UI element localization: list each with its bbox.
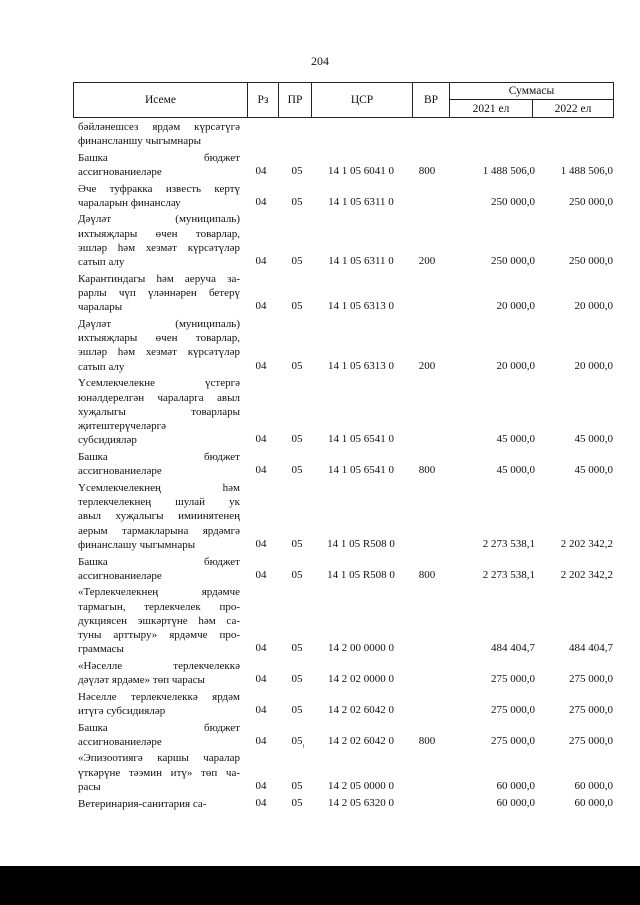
- row-name: [78, 585, 240, 656]
- row-name: [78, 450, 240, 479]
- row-name-line: Үсемлекчелекне үстергә: [78, 377, 240, 390]
- cell-pr: 05: [291, 779, 303, 792]
- header-2022: 2022 ел: [532, 99, 614, 118]
- row-name-line: юнәлдерелгән чараларга авыл: [78, 391, 240, 404]
- cell-sum-2022: 250 000,0: [569, 255, 613, 268]
- cell-pr: 05: [291, 195, 303, 208]
- table-row: [0, 585, 640, 657]
- cell-sum-2021: 45 000,0: [496, 433, 535, 446]
- cell-rz: 04: [255, 537, 267, 550]
- row-name-line: Дәүләт (муниципаль): [78, 317, 240, 330]
- cell-sum-2021: 20 000,0: [496, 300, 535, 313]
- cell-rz: 04: [255, 779, 267, 792]
- row-name-line: «Терлекчелекнең ярдәмче: [78, 586, 240, 599]
- row-name: [78, 659, 240, 688]
- cell-sum-2021: 60 000,0: [496, 779, 535, 792]
- cell-rz: 04: [255, 673, 267, 686]
- cell-rz: 04: [255, 796, 267, 809]
- row-name: [78, 317, 240, 374]
- row-name-line: эшләр һәм хезмәт күрсәтүләр: [78, 241, 240, 254]
- row-name-line: ассигнованиеләре: [78, 166, 162, 179]
- cell-sum-2022: 275 000,0: [569, 704, 613, 717]
- row-name: [78, 690, 240, 719]
- cell-sum-2022: 275 000,0: [569, 673, 613, 686]
- cell-pr: 05: [291, 642, 303, 655]
- row-name-line: Ветеринария-санитария са-: [78, 797, 207, 810]
- row-name-line: җитештерүчеләргә: [78, 420, 167, 433]
- cell-vr: 200: [418, 255, 436, 268]
- cell-pr: 05: [291, 255, 303, 268]
- cell-vr: 800: [418, 464, 436, 477]
- row-name: [78, 376, 240, 447]
- table-header: [73, 82, 614, 118]
- cell-csr: 14 1 05 6313 0: [328, 300, 394, 313]
- cell-csr: 14 2 05 6320 0: [328, 796, 394, 809]
- row-name-line: Нәселле терлекчелеккә ярдәм: [78, 690, 240, 703]
- cell-sum-2022: 45 000,0: [574, 433, 613, 446]
- cell-pr: 05: [291, 537, 303, 550]
- table-row: [0, 120, 640, 149]
- table-row: [0, 721, 640, 750]
- cell-sum-2021: 484 404,7: [491, 642, 535, 655]
- row-name-line: туны арттыру» ярдәмче про-: [78, 629, 240, 642]
- table-row: [0, 450, 640, 479]
- cell-csr: 14 1 05 R508 0: [327, 537, 395, 550]
- cell-vr: 800: [418, 734, 436, 747]
- table-row: [0, 751, 640, 794]
- row-name-line: Әче туфракка известь кертү: [78, 182, 240, 195]
- row-name: [78, 272, 240, 315]
- cell-pr: 05: [291, 704, 303, 717]
- row-name-line: граммасы: [78, 643, 124, 656]
- table-row: [0, 151, 640, 180]
- cell-sum-2022: 20 000,0: [574, 300, 613, 313]
- cell-sum-2021: 275 000,0: [491, 704, 535, 717]
- row-name-line: ихтыяҗлары өчен товарлар,: [78, 332, 240, 345]
- table-row: [0, 317, 640, 374]
- header-csr: ЦСР: [311, 82, 413, 118]
- cell-pr: 05: [291, 433, 303, 446]
- row-name-line: Дәүләт (муниципаль): [78, 213, 240, 226]
- cell-sum-2022: 60 000,0: [574, 779, 613, 792]
- row-name: [78, 212, 240, 269]
- cell-csr: 14 1 05 6541 0: [328, 433, 394, 446]
- cell-csr: 14 2 02 6042 0: [328, 734, 394, 747]
- row-name-line: расы: [78, 780, 101, 793]
- row-name-line: Үсемлекчелекнең һәм: [78, 481, 240, 494]
- cell-vr: 800: [418, 568, 436, 581]
- cell-sum-2022: 45 000,0: [574, 464, 613, 477]
- row-name-line: ассигнованиеләре: [78, 735, 162, 748]
- row-name-line: Башка бюджет: [78, 451, 240, 463]
- row-name: [78, 721, 240, 750]
- cell-pr: 05: [291, 568, 303, 581]
- row-name: [78, 751, 240, 794]
- row-name-line: финансланшу чыгымнары: [78, 135, 201, 148]
- cell-vr: 200: [418, 359, 436, 372]
- row-name: [78, 120, 240, 149]
- row-name-line: финанслашу чыгымнары: [78, 538, 196, 551]
- row-name-line: ихтыяҗлары өчен товарлар,: [78, 227, 240, 240]
- cell-rz: 04: [255, 359, 267, 372]
- cell-pr: 05: [291, 734, 303, 747]
- cell-csr: 14 2 05 0000 0: [328, 779, 394, 792]
- cell-sum-2022: 60 000,0: [574, 796, 613, 809]
- scan-border: [0, 866, 640, 905]
- table-row: [0, 212, 640, 269]
- table-row: [0, 481, 640, 553]
- row-name: [78, 555, 240, 584]
- cell-sum-2022: 20 000,0: [574, 359, 613, 372]
- row-name: [78, 481, 240, 552]
- row-name-line: чараларын финанслау: [78, 196, 181, 209]
- cell-csr: 14 1 05 6311 0: [328, 195, 394, 208]
- table-row: [0, 555, 640, 584]
- cell-csr: 14 1 05 6311 0: [328, 255, 394, 268]
- cell-pr: 05: [291, 673, 303, 686]
- cell-pr: 05: [291, 165, 303, 178]
- cell-csr: 14 2 02 0000 0: [328, 673, 394, 686]
- row-name-line: «Нәселле терлекчелеккә: [78, 660, 240, 672]
- cell-pr: 05: [291, 300, 303, 313]
- cell-rz: 04: [255, 568, 267, 581]
- row-name-line: сатып алу: [78, 360, 125, 373]
- cell-rz: 04: [255, 464, 267, 477]
- cell-sum-2022: 484 404,7: [569, 642, 613, 655]
- row-name-line: терлекчелекнең шулай ук: [78, 496, 240, 509]
- cell-sum-2022: 275 000,0: [569, 734, 613, 747]
- cell-sum-2021: 60 000,0: [496, 796, 535, 809]
- cell-csr: 14 1 05 6313 0: [328, 359, 394, 372]
- cell-csr: 14 2 00 0000 0: [328, 642, 394, 655]
- table-row: [0, 376, 640, 448]
- cell-sum-2021: 250 000,0: [491, 195, 535, 208]
- cell-sum-2021: 2 273 538,1: [482, 568, 535, 581]
- row-name-line: аерым тармакларына ярдәмгә: [78, 524, 240, 537]
- cell-rz: 04: [255, 195, 267, 208]
- row-name-line: бәйләнешсез ярдәм күрсәтүгә: [78, 121, 240, 133]
- row-name-line: чаралары: [78, 301, 123, 314]
- row-name-line: ассигнованиеләре: [78, 465, 162, 478]
- row-name: [78, 151, 240, 180]
- row-name-line: ассигнованиеләре: [78, 569, 162, 582]
- cell-rz: 04: [255, 642, 267, 655]
- table-row: [0, 659, 640, 688]
- row-name-line: Башка бюджет: [78, 721, 240, 734]
- row-name-line: хуҗалыгы товарлары: [78, 405, 240, 418]
- row-name-line: дукциясен эшкәртүне һәм са-: [78, 614, 240, 627]
- row-name: [78, 797, 240, 811]
- cell-sum-2021: 275 000,0: [491, 734, 535, 747]
- cell-rz: 04: [255, 255, 267, 268]
- cell-sum-2021: 45 000,0: [496, 464, 535, 477]
- cell-sum-2022: 1 488 506,0: [560, 165, 613, 178]
- table-row: [0, 690, 640, 719]
- cell-rz: 04: [255, 300, 267, 313]
- cell-pr: 05: [291, 796, 303, 809]
- cell-rz: 04: [255, 734, 267, 747]
- row-name-line: субсидияләр: [78, 434, 137, 447]
- cell-csr: 14 2 02 6042 0: [328, 704, 394, 717]
- cell-sum-2021: 20 000,0: [496, 359, 535, 372]
- header-rz: Рз: [247, 82, 279, 118]
- cell-pr: 05: [291, 464, 303, 477]
- table-row: [0, 182, 640, 211]
- header-name: Исеме: [73, 82, 248, 118]
- header-vr: ВР: [412, 82, 450, 118]
- scan-mark: [303, 744, 304, 748]
- row-name-line: «Эпизоотиягә каршы чаралар: [78, 752, 240, 765]
- row-name-line: итүгә субсидияләр: [78, 705, 166, 718]
- row-name-line: үткәрүне тәэмин итү» төп ча-: [78, 766, 240, 779]
- cell-sum-2022: 2 202 342,2: [560, 568, 613, 581]
- row-name: [78, 182, 240, 211]
- table-row: [0, 797, 640, 811]
- table-row: [0, 272, 640, 315]
- row-name-line: Карантиндагы һәм аеруча за-: [78, 272, 240, 285]
- cell-sum-2021: 275 000,0: [491, 673, 535, 686]
- header-2021: 2021 ел: [449, 99, 533, 118]
- row-name-line: Башка бюджет: [78, 555, 240, 568]
- cell-sum-2022: 2 202 342,2: [560, 537, 613, 550]
- cell-rz: 04: [255, 165, 267, 178]
- cell-csr: 14 1 05 R508 0: [327, 568, 395, 581]
- cell-rz: 04: [255, 433, 267, 446]
- row-name-line: рарлы чүп үләннәрен бетерү: [78, 287, 240, 300]
- row-name-line: тармагын, терлекчелек про-: [78, 600, 240, 613]
- cell-sum-2022: 250 000,0: [569, 195, 613, 208]
- row-name-line: авыл хуҗалыгы имиинятенең: [78, 510, 240, 523]
- header-pr: ПР: [278, 82, 312, 118]
- row-name-line: Башка бюджет: [78, 151, 240, 164]
- cell-sum-2021: 1 488 506,0: [482, 165, 535, 178]
- row-name-line: сатып алу: [78, 256, 125, 269]
- row-name-line: дәүләт ярдәме» төп чарасы: [78, 674, 205, 687]
- cell-sum-2021: 2 273 538,1: [482, 537, 535, 550]
- page-number: 204: [311, 54, 329, 68]
- cell-sum-2021: 250 000,0: [491, 255, 535, 268]
- row-name-line: эшләр һәм хезмәт күрсәтүләр: [78, 346, 240, 359]
- header-sums: Суммасы: [449, 82, 614, 100]
- cell-pr: 05: [291, 359, 303, 372]
- cell-vr: 800: [418, 165, 436, 178]
- cell-csr: 14 1 05 6541 0: [328, 464, 394, 477]
- cell-rz: 04: [255, 704, 267, 717]
- cell-csr: 14 1 05 6041 0: [328, 165, 394, 178]
